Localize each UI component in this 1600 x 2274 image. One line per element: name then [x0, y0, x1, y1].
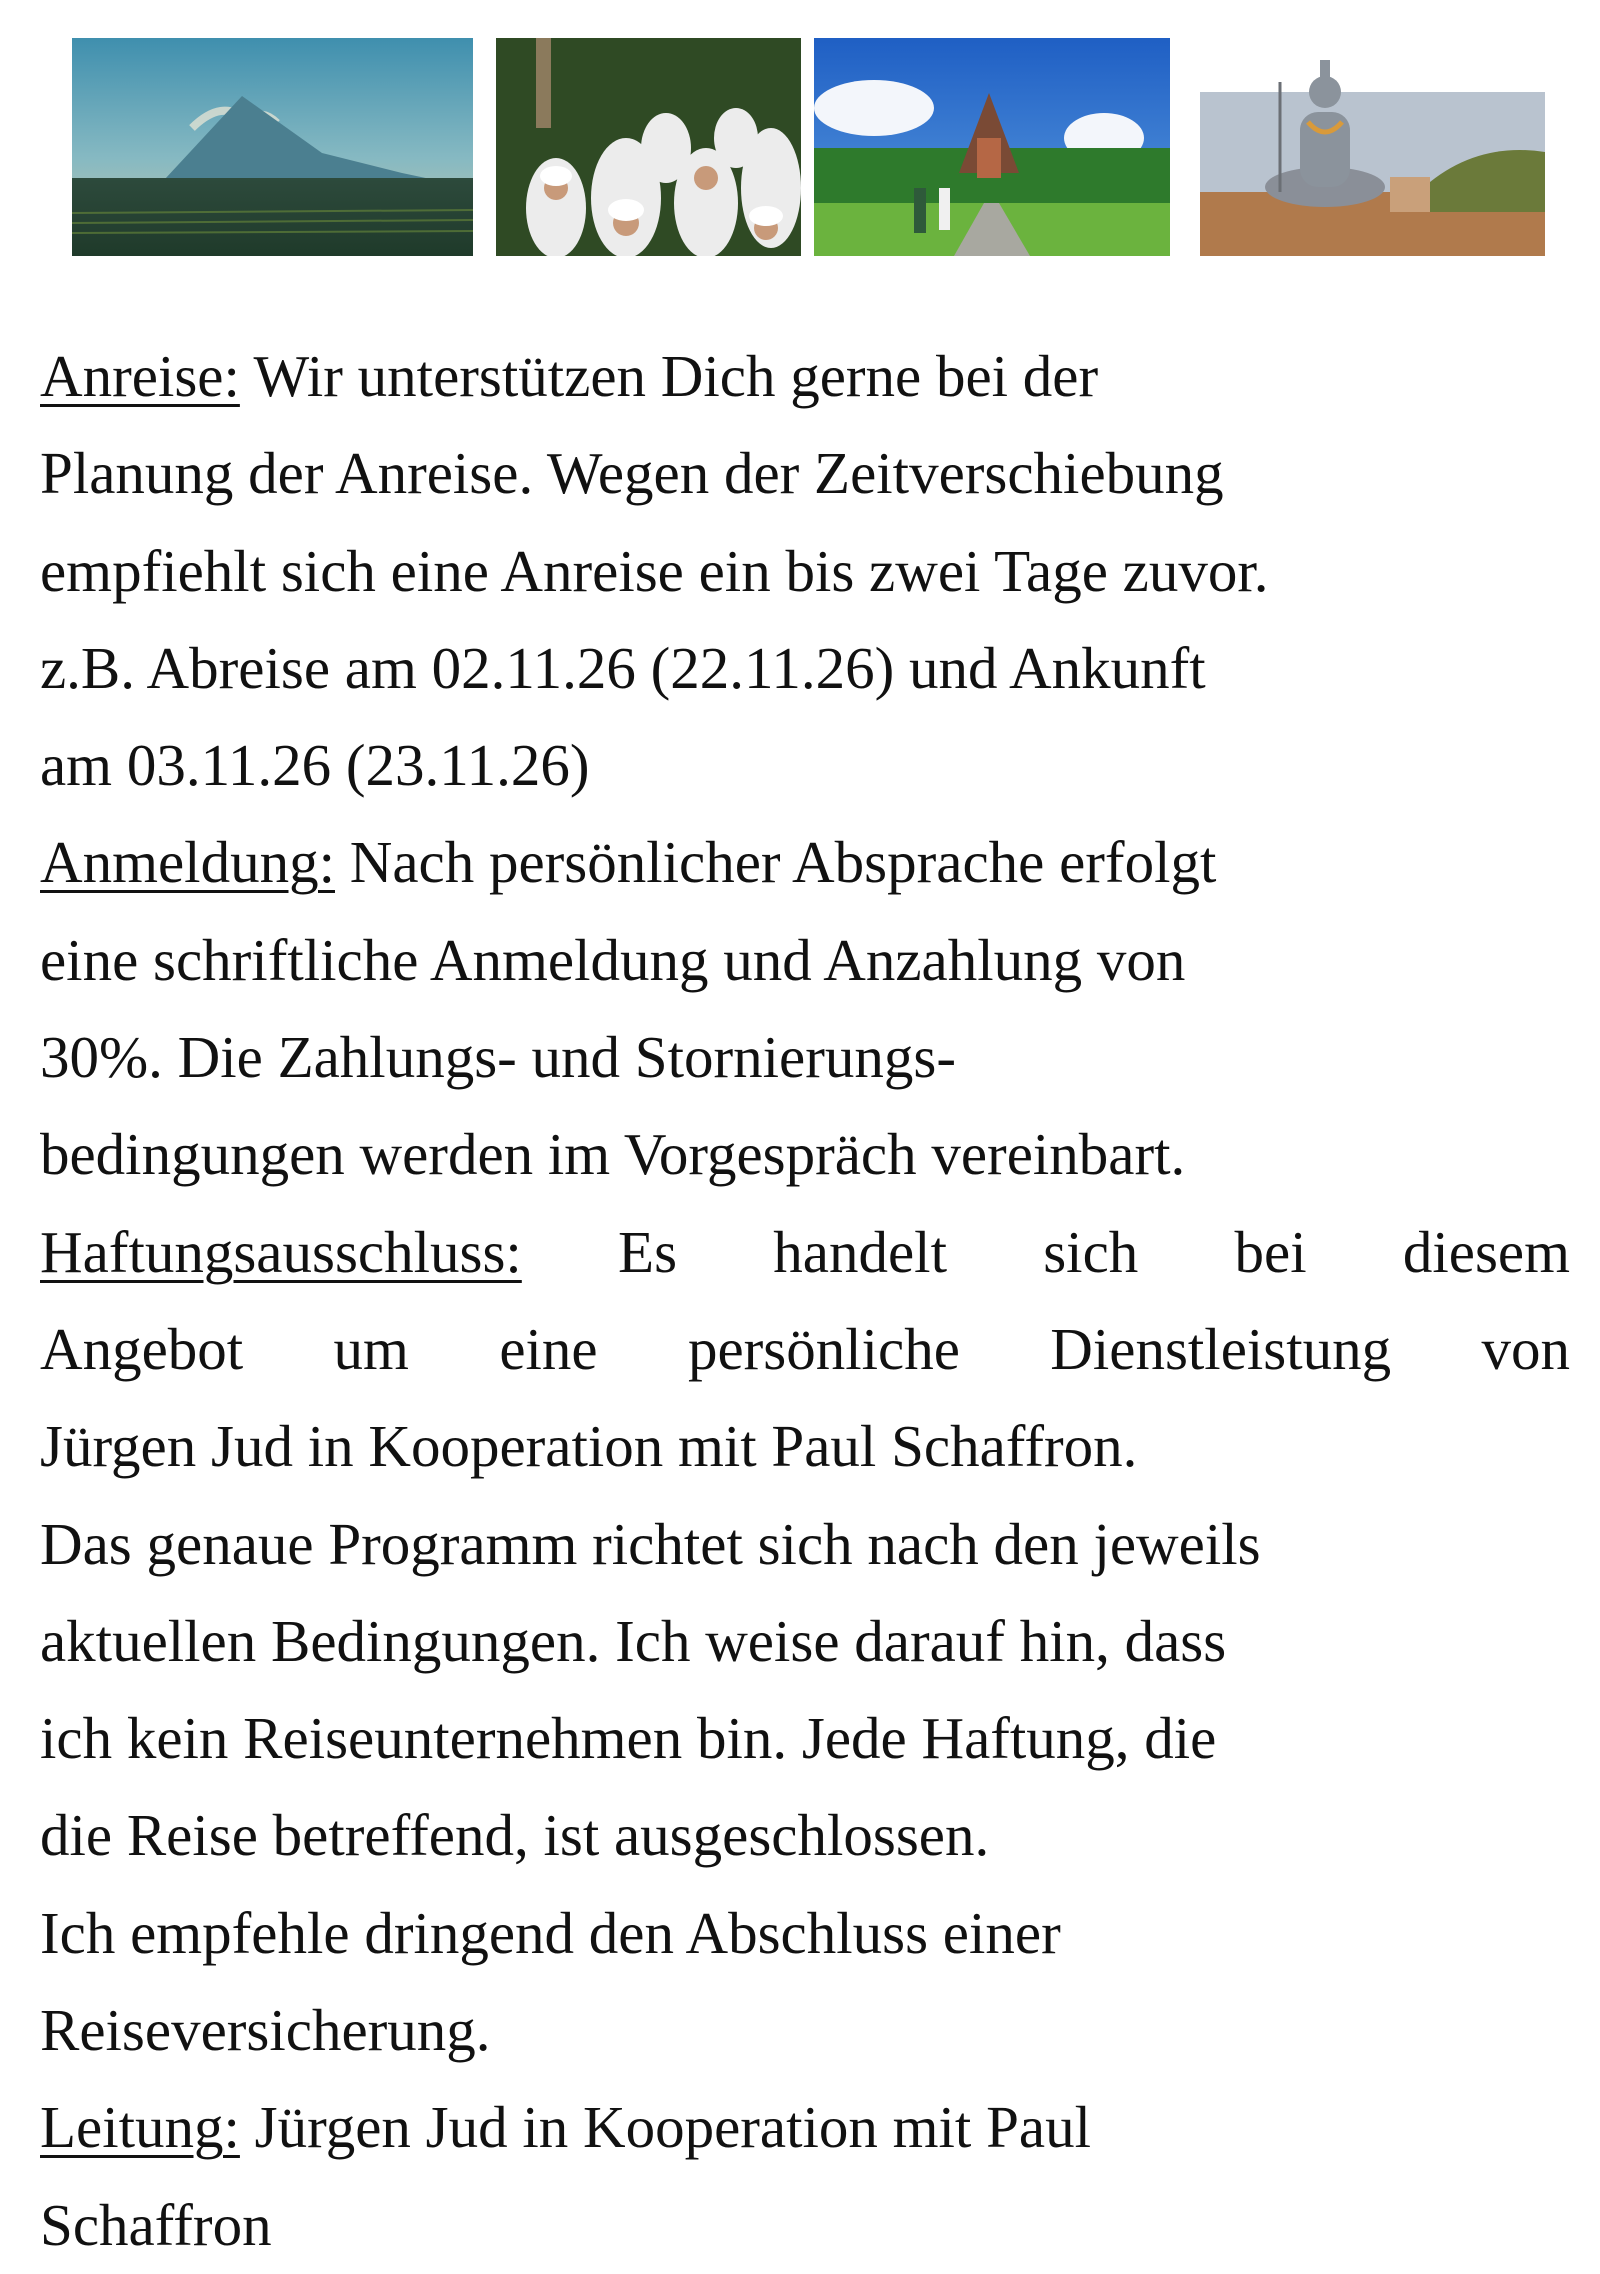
- shiva-statue-photo: [1200, 52, 1545, 256]
- haftung-word: sich: [1043, 1218, 1139, 1285]
- anreise-text: am 03.11.26 (23.11.26): [40, 732, 590, 799]
- haftung-word: um: [333, 1315, 409, 1382]
- anreise-text: z.B. Abreise am 02.11.26 (22.11.26) und Ankunft: [40, 634, 1206, 701]
- haftung-text: ich kein Reiseunternehmen bin. Jede Haftung, die: [40, 1705, 1217, 1772]
- section-anreise: [40, 328, 1570, 814]
- haftung-label: Haftungsausschluss:: [40, 1218, 522, 1285]
- haftung-word: eine: [499, 1315, 598, 1382]
- anmeldung-label: Anmeldung:: [40, 829, 335, 896]
- haftung-text: Das genaue Programm richtet sich nach den jeweils: [40, 1510, 1261, 1577]
- haftung-word: Angebot: [40, 1315, 244, 1382]
- haftung-word: von: [1481, 1315, 1570, 1382]
- section-leitung: [40, 2079, 1570, 2274]
- section-anmeldung: [40, 814, 1570, 1203]
- haftung-text: Ich empfehle dringend den Abschluss einer: [40, 1899, 1061, 1966]
- haftung-word: Es: [618, 1218, 678, 1285]
- anmeldung-text: Nach persönlicher Absprache erfolgt: [334, 829, 1217, 896]
- anreise-text: Planung der Anreise. Wegen der Zeitverschiebung: [40, 440, 1224, 507]
- anreise-text: Wir unterstützen Dich gerne bei der: [239, 343, 1099, 409]
- anmeldung-text: 30%. Die Zahlungs- und Stornierungs-: [40, 1024, 956, 1091]
- anmeldung-text: bedingungen werden im Vorgespräch vereinbart.: [40, 1121, 1186, 1188]
- leitung-text: Schaffron: [40, 2191, 272, 2258]
- leitung-label: Leitung:: [40, 2094, 240, 2161]
- document-body: [40, 328, 1570, 2274]
- haftung-word: diesem: [1402, 1218, 1570, 1285]
- haftung-word: persönliche: [687, 1315, 960, 1382]
- anmeldung-text: eine schriftliche Anmeldung und Anzahlung von: [40, 926, 1186, 993]
- haftung-text: Jürgen Jud in Kooperation mit Paul Schaffron.: [40, 1413, 1138, 1480]
- haftung-word: handelt: [773, 1218, 947, 1285]
- haftung-word: Dienstleistung: [1050, 1315, 1392, 1382]
- haftung-text: Reiseversicherung.: [40, 1997, 491, 2064]
- temple-gate-photo: [814, 38, 1170, 256]
- volcano-photo: [72, 38, 473, 256]
- anreise-label: Anreise:: [40, 343, 240, 409]
- section-haftungsausschluss: [40, 1204, 1570, 2080]
- leitung-text: Jürgen Jud in Kooperation mit Paul: [239, 2094, 1091, 2161]
- haftung-text: aktuellen Bedingungen. Ich weise darauf hin, dass: [40, 1607, 1227, 1674]
- photo-strip: [0, 0, 1600, 280]
- haftung-word: bei: [1234, 1218, 1307, 1285]
- anreise-text: empfiehlt sich eine Anreise ein bis zwei Tage zuvor.: [40, 537, 1269, 604]
- haftung-text: die Reise betreffend, ist ausgeschlossen.: [40, 1802, 990, 1869]
- praying-people-photo: [496, 38, 801, 256]
